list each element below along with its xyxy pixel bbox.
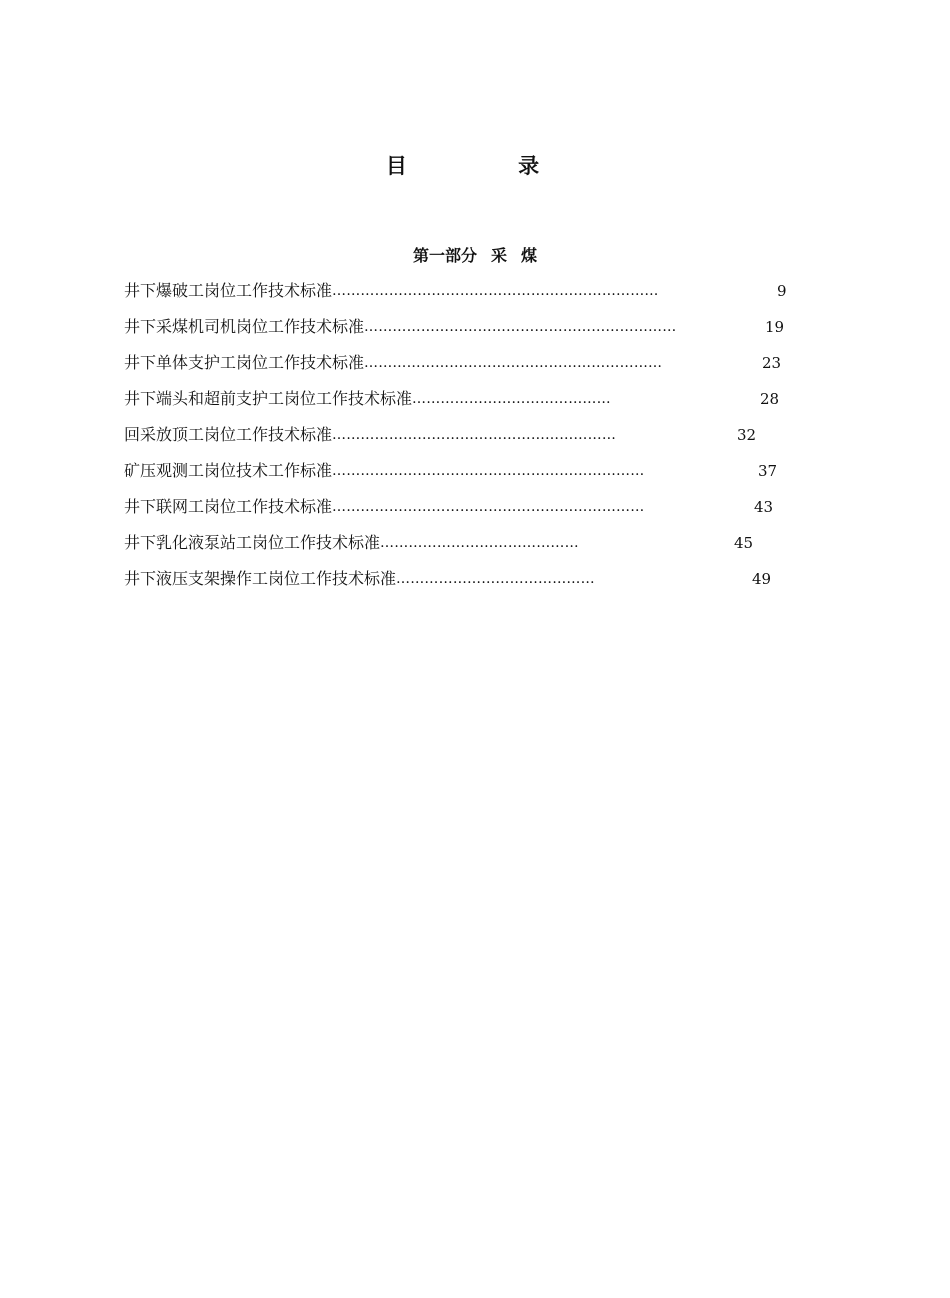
toc-entry-title: 井下单体支护工岗位工作技术标准 [124, 353, 365, 372]
toc-entry-title: 矿压观测工岗位技术工作标准 [124, 461, 333, 480]
toc-page-number: 37 [758, 462, 778, 480]
toc-entry-title: 井下联网工岗位工作技术标准 [124, 497, 333, 516]
toc-entry[interactable] [124, 566, 772, 592]
section-name-first-char: 采 [490, 246, 507, 265]
toc-entry[interactable] [124, 494, 774, 520]
page-title: 目 录 [385, 154, 592, 178]
toc-page-number: 19 [765, 318, 785, 336]
toc-page-number: 43 [754, 498, 774, 516]
toc-entry[interactable] [124, 314, 785, 340]
toc-dot-leader: ………………………………………………………… [332, 499, 645, 515]
toc-entry[interactable] [124, 386, 780, 412]
toc-entry[interactable] [124, 350, 782, 376]
toc-dot-leader: ………………………………………………………… [332, 463, 645, 479]
toc-page-number: 32 [737, 426, 757, 444]
toc-page-number: 28 [760, 390, 780, 408]
toc-page-number: 49 [752, 570, 772, 588]
toc-entry-title: 井下采煤机司机岗位工作技术标准 [124, 317, 365, 336]
toc-dot-leader: ………………………………………………………… [364, 319, 677, 335]
toc-entry[interactable] [124, 530, 754, 556]
toc-entry[interactable] [124, 278, 787, 304]
toc-entry-title: 井下端头和超前支护工岗位工作技术标准 [124, 389, 413, 408]
toc-entry-title: 井下乳化液泵站工岗位工作技术标准 [124, 533, 381, 552]
toc-entry-title: 回采放顶工岗位工作技术标准 [124, 425, 333, 444]
section-name-second-char: 煤 [521, 246, 538, 265]
toc-entry-title: 井下液压支架操作工岗位工作技术标准 [124, 569, 397, 588]
toc-entry[interactable] [124, 458, 778, 484]
toc-page-number: 9 [777, 282, 787, 300]
toc-page-number: 23 [762, 354, 782, 372]
toc-page-number: 45 [734, 534, 754, 552]
toc-dot-leader: …………………………………… [396, 571, 595, 587]
section-part-label: 第一部分 [412, 246, 477, 265]
toc-dot-leader: …………………………………………………………… [332, 283, 659, 299]
toc-entry-title: 井下爆破工岗位工作技术标准 [124, 281, 333, 300]
toc-dot-leader: …………………………………… [380, 535, 579, 551]
toc-dot-leader: ……………………………………………………… [364, 355, 663, 371]
section-heading [0, 244, 950, 268]
toc-entry[interactable] [124, 422, 757, 448]
toc-dot-leader: …………………………………… [412, 391, 611, 407]
toc-dot-leader: …………………………………………………… [332, 427, 617, 443]
